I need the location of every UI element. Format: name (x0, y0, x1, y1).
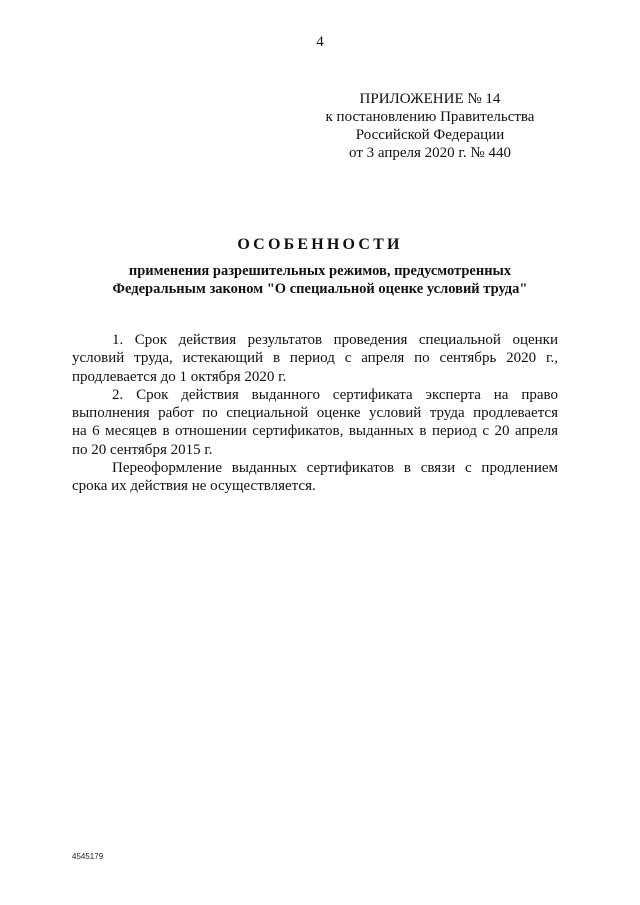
paragraph-line: 1. Срок действия результатов проведения специальной оценки (112, 332, 558, 348)
document-body (72, 331, 558, 496)
page-number: 4 (316, 34, 324, 50)
appendix-date: от 3 апреля 2020 г. № 440 (349, 145, 511, 161)
paragraph-line: 2. Срок действия выданного сертификата эксперта на право (112, 386, 558, 403)
paragraph-line: продлевается до 1 октября 2020 г. (72, 368, 287, 385)
paragraph-line: выполнения работ по специальной оценке условий труда продлевается (72, 405, 558, 422)
paragraph-1 (72, 331, 558, 386)
paragraph-line: Переоформление выданных сертификатов в связи с продлением (112, 460, 558, 477)
subtitle-line-2: Федеральным законом "О специальной оценке условий труда" (112, 281, 528, 297)
appendix-number: ПРИЛОЖЕНИЕ № 14 (359, 91, 501, 107)
subtitle-line-1: применения разрешительных режимов, предусмотренных (128, 263, 512, 279)
appendix-authority: Российской Федерации (355, 127, 505, 143)
appendix-reference: к постановлению Правительства (325, 109, 535, 125)
document-subtitle (0, 262, 640, 298)
paragraph-line: условий труда, истекающий в период с апреля по сентябрь 2020 г., (72, 350, 558, 367)
document-title: ОСОБЕННОСТИ (237, 236, 403, 253)
paragraph-line: срока их действия не осуществляется. (72, 478, 316, 495)
paragraph-line: на 6 месяцев в отношении сертификатов, выданных в период с 20 апреля (72, 423, 558, 440)
appendix-header (300, 90, 560, 162)
paragraph-line: по 20 сентября 2015 г. (72, 441, 213, 458)
paragraph-3 (72, 459, 558, 496)
paragraph-2 (72, 386, 558, 459)
document-code: 4545179 (72, 852, 104, 861)
